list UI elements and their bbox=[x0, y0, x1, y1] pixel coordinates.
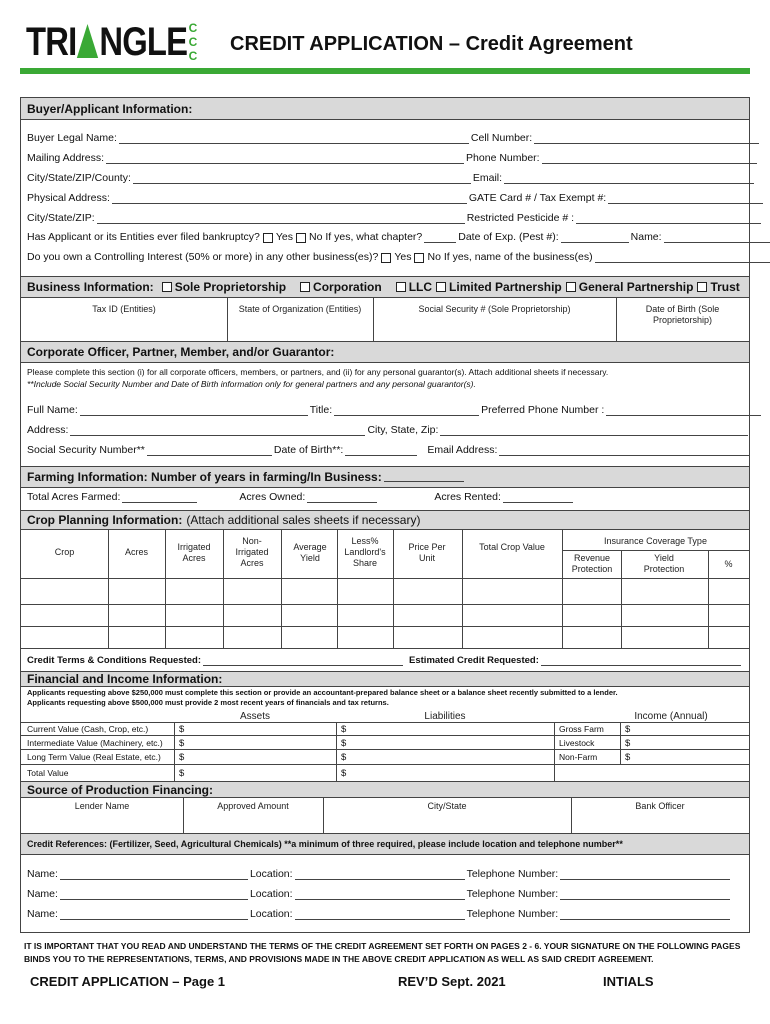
price-per-unit-column: Price Per Unit bbox=[408, 542, 446, 563]
credit-terms-row: Credit Terms & Conditions Requested: Estimated Credit Requested: bbox=[27, 655, 743, 666]
approved-amount-column: Approved Amount bbox=[217, 801, 289, 811]
preferred-phone-field[interactable] bbox=[606, 406, 761, 416]
physical-address-row: Physical Address: GATE Card # / Tax Exempt #: bbox=[27, 192, 765, 204]
city-county-row: City/State/ZIP/County: Email: bbox=[27, 172, 756, 184]
lender-name-column: Lender Name bbox=[74, 801, 130, 811]
controlling-yes-checkbox[interactable] bbox=[381, 253, 391, 263]
gate-card-field[interactable] bbox=[608, 194, 763, 204]
officer-ssn-field[interactable] bbox=[147, 446, 272, 456]
business-names-field[interactable] bbox=[595, 253, 770, 263]
officer-email-field[interactable] bbox=[499, 446, 749, 456]
state-of-org-column: State of Organization (Entities) bbox=[238, 304, 362, 314]
document-title: CREDIT APPLICATION – Credit Agreement bbox=[230, 33, 633, 55]
reference-row-2: Name: Location: Telephone Number: bbox=[27, 888, 732, 900]
full-name-field[interactable] bbox=[80, 406, 308, 416]
logo-wordmark: TRI NGLE bbox=[26, 20, 188, 64]
reference-1-phone-field[interactable] bbox=[560, 870, 730, 880]
gross-farm-label: Gross Farm bbox=[559, 724, 604, 734]
estimated-credit-field[interactable] bbox=[541, 656, 741, 666]
revision-label: REV’D Sept. 2021 bbox=[398, 974, 506, 989]
bankruptcy-no-checkbox[interactable] bbox=[296, 233, 306, 243]
llc-checkbox[interactable] bbox=[396, 282, 406, 292]
liabilities-heading: Liabilities bbox=[424, 711, 466, 722]
officer-section-heading: Corporate Officer, Partner, Member, and/or Guarantor: bbox=[21, 341, 749, 363]
pest-name-field[interactable] bbox=[664, 233, 770, 243]
officer-ssn-row: Social Security Number** Date of Birth**: Email Address: bbox=[27, 444, 751, 456]
initials-label: INTIALS bbox=[603, 974, 654, 989]
total-value-label: Total Value bbox=[27, 768, 69, 778]
mailing-address-field[interactable] bbox=[106, 154, 464, 164]
asset-long-term-field[interactable]: $ bbox=[179, 752, 185, 763]
production-section-heading: Source of Production Financing: bbox=[21, 781, 749, 798]
assets-heading: Assets bbox=[239, 711, 270, 722]
revenue-protection-column: Revenue Protection bbox=[571, 553, 613, 574]
date-exp-field[interactable] bbox=[561, 233, 629, 243]
officer-note: Please complete this section (i) for all corporate officers, members, or partners, and (ii) for any personal guarantor(s). Attach additional sheets if necessary. **Include Social Security Number and Date of Birth information only for general partners and any personal guarantor(s). bbox=[27, 367, 609, 389]
controlling-interest-row: Do you own a Controlling Interest (50% or more) in any other business(es)? Yes No If yes, name of the business(es) bbox=[27, 251, 770, 263]
officer-city-field[interactable] bbox=[440, 426, 748, 436]
header-divider bbox=[20, 68, 750, 74]
years-farming-field[interactable] bbox=[384, 472, 464, 482]
credit-terms-field[interactable] bbox=[203, 656, 403, 666]
page-label: CREDIT APPLICATION – Page 1 bbox=[30, 974, 226, 989]
cell-number-field[interactable] bbox=[534, 134, 759, 144]
phone-number-field[interactable] bbox=[542, 154, 757, 164]
total-crop-value-column: Total Crop Value bbox=[479, 542, 545, 552]
reference-3-location-field[interactable] bbox=[295, 910, 465, 920]
officer-address-row: Address: City, State, Zip: bbox=[27, 424, 750, 436]
sole-proprietorship-checkbox[interactable] bbox=[162, 282, 172, 292]
acres-column: Acres bbox=[124, 547, 148, 557]
bank-officer-column: Bank Officer bbox=[635, 801, 685, 811]
general-partnership-checkbox[interactable] bbox=[566, 282, 576, 292]
legal-name-row: Buyer Legal Name: Cell Number: bbox=[27, 132, 761, 144]
tax-id-column: Tax ID (Entities) bbox=[92, 304, 156, 314]
financial-section-heading: Financial and Income Information: bbox=[21, 671, 749, 687]
corporation-checkbox[interactable] bbox=[300, 282, 310, 292]
email-field[interactable] bbox=[504, 174, 754, 184]
livestock-label: Livestock bbox=[559, 738, 595, 748]
liability-current-field[interactable]: $ bbox=[341, 724, 347, 735]
non-farm-label: Non-Farm bbox=[559, 752, 598, 762]
reference-1-name-field[interactable] bbox=[60, 870, 248, 880]
income-gross-farm-field[interactable]: $ bbox=[625, 724, 631, 735]
non-irrigated-acres-column: Non-Irrigated Acres bbox=[235, 536, 269, 568]
reference-3-name-field[interactable] bbox=[60, 910, 248, 920]
restricted-pesticide-field[interactable] bbox=[576, 214, 761, 224]
income-non-farm-field[interactable]: $ bbox=[625, 752, 631, 763]
reference-1-location-field[interactable] bbox=[295, 870, 465, 880]
crop-section-heading: Crop Planning Information: (Attach additional sales sheets if necessary) bbox=[21, 510, 749, 530]
acres-owned-field[interactable] bbox=[307, 493, 377, 503]
financial-note: Applicants requesting above $250,000 must complete this section or provide an accountant-prepared balance sheet or a balance sheet recently submitted to a lender. Applicants requesting above $500,000 must provide 2 most recent years of financials and tax returns. bbox=[27, 688, 618, 707]
city-county-field[interactable] bbox=[133, 174, 471, 184]
triangle-logo bbox=[26, 20, 201, 64]
asset-total-field[interactable]: $ bbox=[179, 768, 185, 779]
reference-2-phone-field[interactable] bbox=[560, 890, 730, 900]
average-yield-column: Average Yield bbox=[293, 542, 327, 563]
limited-partnership-checkbox[interactable] bbox=[436, 282, 446, 292]
acres-row: Total Acres Farmed: Acres Owned: Acres Rented: bbox=[27, 491, 575, 503]
asset-current-field[interactable]: $ bbox=[179, 724, 185, 735]
farming-section-heading: Farming Information: Number of years in farming/In Business: bbox=[21, 466, 749, 488]
agreement-notice: IT IS IMPORTANT THAT YOU READ AND UNDERSTAND THE TERMS OF THE CREDIT AGREEMENT SET FORTH ON PAGES 2 - 6. YOUR SIGNATURE ON THE FOLLOWING PAGES BINDS YOU TO THE REPRESENTATIONS, TERMS, AND PROVISIONS MADE IN THE ABOVE CREDIT APPLICATION AS WELL AS SAID CREDIT AGREEMENT. bbox=[24, 941, 741, 964]
acres-rented-field[interactable] bbox=[503, 493, 573, 503]
buyer-section-heading: Buyer/Applicant Information: bbox=[21, 98, 749, 120]
officer-address-field[interactable] bbox=[70, 426, 365, 436]
reference-2-name-field[interactable] bbox=[60, 890, 248, 900]
trust-checkbox[interactable] bbox=[697, 282, 707, 292]
city-state-column: City/State bbox=[427, 801, 467, 811]
officer-title-field[interactable] bbox=[334, 406, 479, 416]
intermediate-value-label: Intermediate Value (Machinery, etc.) bbox=[27, 738, 163, 748]
bankruptcy-row: Has Applicant or its Entities ever filed bankruptcy? Yes No If yes, what chapter? Date of Exp. (Pest #): Name: bbox=[27, 231, 770, 243]
logo-triangle-icon bbox=[77, 24, 98, 58]
irrigated-acres-column: Irrigated Acres bbox=[177, 542, 211, 563]
bankruptcy-yes-checkbox[interactable] bbox=[263, 233, 273, 243]
reference-row-3: Name: Location: Telephone Number: bbox=[27, 908, 732, 920]
total-acres-field[interactable] bbox=[122, 493, 197, 503]
legal-name-field[interactable] bbox=[119, 134, 469, 144]
reference-2-location-field[interactable] bbox=[295, 890, 465, 900]
references-section-heading: Credit References: (Fertilizer, Seed, Agricultural Chemicals) **a minimum of three required, please include location and telephone number** bbox=[21, 833, 749, 855]
crop-column: Crop bbox=[54, 547, 75, 557]
city-state-zip-field[interactable] bbox=[97, 214, 465, 224]
percent-column: % bbox=[724, 559, 733, 569]
page-header bbox=[0, 0, 770, 78]
yield-protection-column: Yield Protection bbox=[643, 553, 685, 574]
liability-long-term-field[interactable]: $ bbox=[341, 752, 347, 763]
chapter-field[interactable] bbox=[424, 233, 456, 243]
current-value-label: Current Value (Cash, Crop, etc.) bbox=[27, 724, 149, 734]
dob-sole-column: Date of Birth (Sole Proprietorship) bbox=[645, 304, 720, 325]
long-term-value-label: Long Term Value (Real Estate, etc.) bbox=[27, 752, 161, 762]
logo-cc-mark: C C C bbox=[188, 21, 198, 63]
mailing-address-row: Mailing Address: Phone Number: bbox=[27, 152, 759, 164]
business-section-heading: Business Information: Sole Proprietorship Corporation LLC Limited Partnership General Partnership Trust bbox=[21, 276, 749, 298]
liability-intermediate-field[interactable]: $ bbox=[341, 738, 347, 749]
ssn-sole-column: Social Security # (Sole Proprietorship) bbox=[418, 304, 571, 314]
liability-total-field[interactable]: $ bbox=[341, 768, 347, 779]
officer-dob-field[interactable] bbox=[345, 446, 417, 456]
reference-3-phone-field[interactable] bbox=[560, 910, 730, 920]
landlord-share-column: Less% Landlord's Share bbox=[344, 536, 386, 568]
city-state-zip-row: City/State/ZIP: Restricted Pesticide # : bbox=[27, 212, 763, 224]
insurance-coverage-heading: Insurance Coverage Type bbox=[604, 536, 707, 546]
physical-address-field[interactable] bbox=[112, 194, 467, 204]
asset-intermediate-field[interactable]: $ bbox=[179, 738, 185, 749]
credit-application-form bbox=[20, 97, 750, 933]
reference-row-1: Name: Location: Telephone Number: bbox=[27, 868, 732, 880]
income-heading: Income (Annual) bbox=[634, 711, 708, 722]
officer-name-row: Full Name: Title: Preferred Phone Number : bbox=[27, 404, 763, 416]
controlling-no-checkbox[interactable] bbox=[414, 253, 424, 263]
income-livestock-field[interactable]: $ bbox=[625, 738, 631, 749]
